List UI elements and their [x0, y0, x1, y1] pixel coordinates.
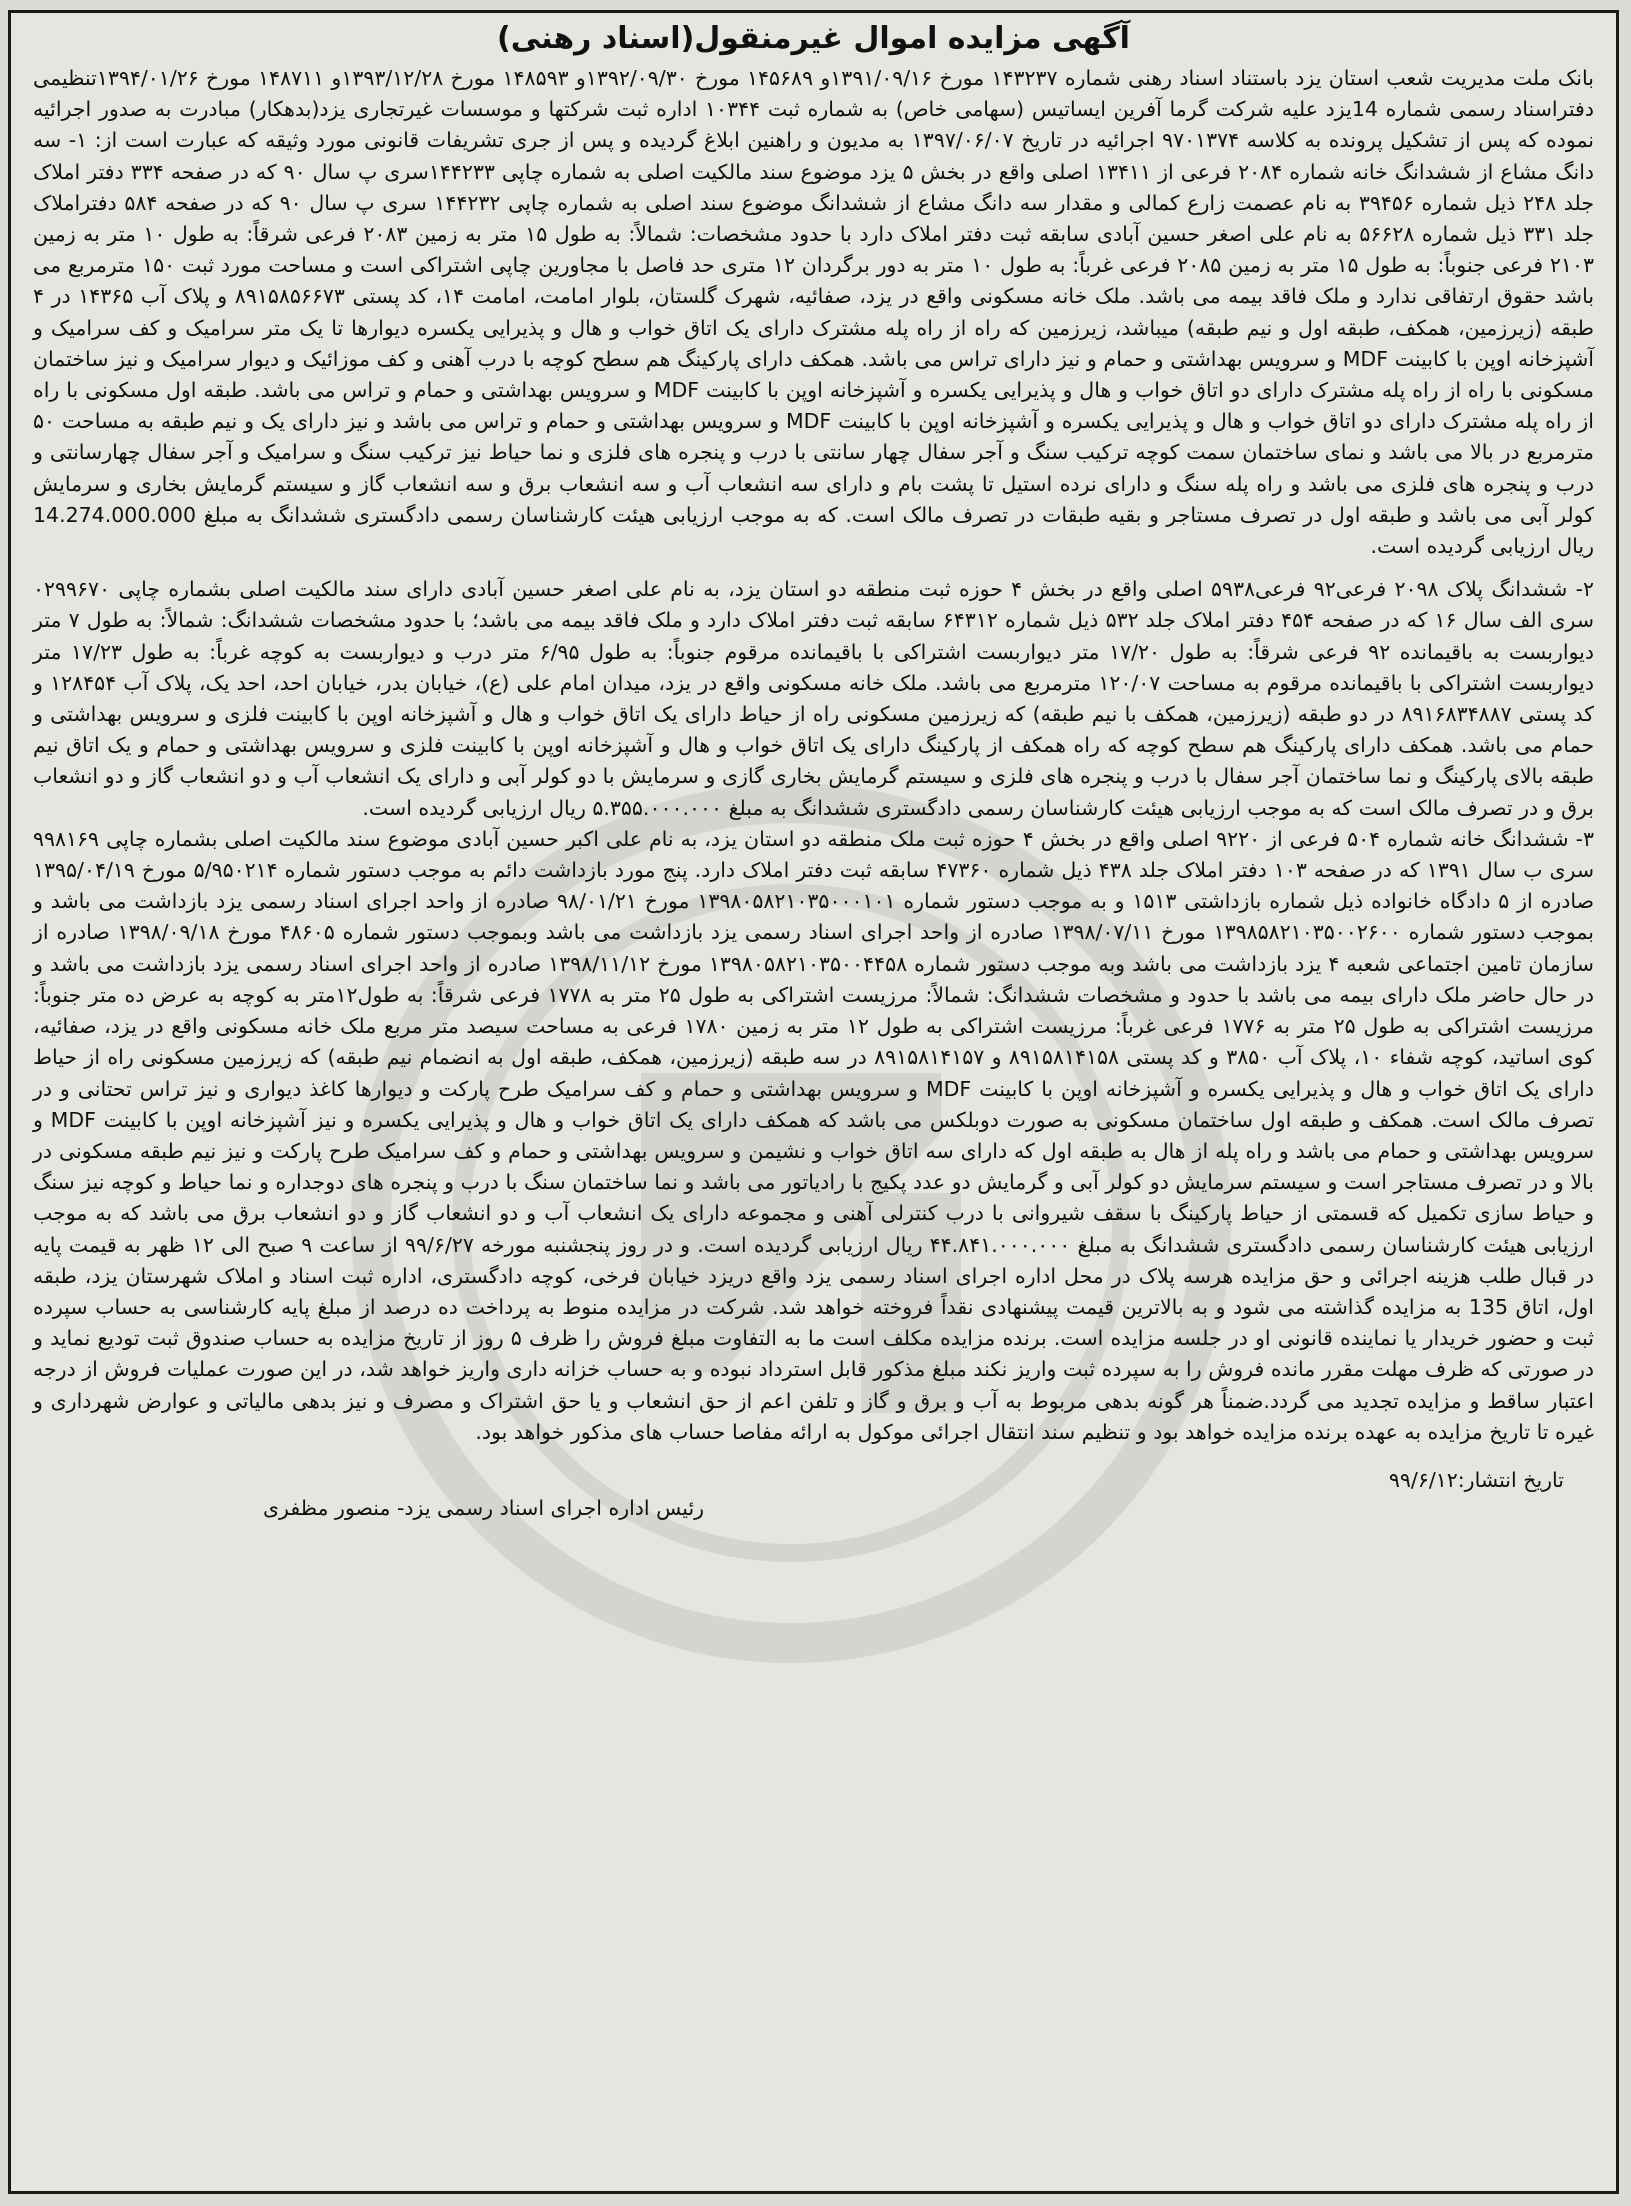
ad-title: آگهی مزایده اموال غیرمنقول(اسناد رهنی) [497, 21, 1130, 56]
publish-date: تاریخ انتشار:۹۹/۶/۱۲ [1388, 1467, 1564, 1492]
signature: رئیس اداره اجرای اسناد رسمی یزد- منصور مظفری [263, 1495, 705, 1520]
paragraph-property-2: ۲- ششدانگ پلاک ۲۰۹۸ فرعی۹۲ فرعی۵۹۳۸ اصلی واقع در بخش ۴ حوزه ثبت منطقه دو استان یزد، به نام علی اصغر حسین آبادی دارای سند مالکیت اصلی بشماره چاپی ۰۲۹۹۶۷۰ سری الف سال ۱۶ که در صفحه ۴۵۴ دفتر املاک جلد ۵۳۲ ذیل شماره ۶۴۳۱۲ سابقه ثبت دفتر املاک دارد و ملک فاقد بیمه می باشد؛ با حدود مشخصات ششدانگ: شمالاً: به طول ۷ متر دیواربست به باقیمانده ۹۲ فرعی شرقاً: به طول ۱۷/۲۰ متر دیواربست اشتراکی با باقیمانده مرقوم جنوباً: به طول ۶/۹۵ متر درب و دیواربست به کوچه غرباً: به طول ۱۷/۲۳ متر دیواربست اشتراکی با باقیمانده مرقوم به مساحت ۱۲۰/۰۷ مترمربع می باشد. ملک خانه مسکونی واقع در یزد، میدان امام علی (ع)، خیابان بدر، خیابان احد، احد یک، پلاک آب ۱۲۸۴۵۴ و کد پستی ۸۹۱۶۸۳۴۸۸۷ در دو طبقه (زیرزمین، همکف با نیم طبقه) که زیرزمین مسکونی راه از حیاط دارای یک اتاق خواب و هال و آشپزخانه اوپن با کابینت فلزی و سرویس بهداشتی و حمام می باشد. همکف دارای پارکینگ هم سطح کوچه که راه همکف از پارکینگ دارای یک اتاق خواب و هال و آشپزخانه اوپن با کابینت فلزی و سرویس بهداشتی و حمام و یک اتاق نیم طبقه بالای پارکینگ و نما ساختمان آجر سفال با درب و پنجره های فلزی و سیستم گرمایش بخاری گازی و سرمایش با دو کولر آبی و دارای یک انشعاب آب و دو انشعاب گاز و دو انشعاب برق و در تصرف مالک است که به موجب ارزیابی هیئت کارشناسان رسمی دادگستری ششدانگ به مبلغ ۵.۳۵۵.۰۰۰.۰۰۰ ریال ارزیابی گردیده است. [33, 577, 1595, 820]
ad-content [11, 13, 1616, 1524]
ad-footer [33, 1452, 1594, 1524]
paragraph-property-3-and-terms: ۳- ششدانگ خانه شماره ۵۰۴ فرعی از ۹۲۲۰ اصلی واقع در بخش ۴ حوزه ثبت ملک منطقه دو استان یزد، به نام علی اکبر حسین آبادی موضوع سند مالکیت اصلی بشماره چاپی ۹۹۸۱۶۹ سری ب سال ۱۳۹۱ که در صفحه ۱۰۳ دفتر املاک جلد ۴۳۸ ذیل شماره ۴۷۳۶۰ سابقه ثبت دفتر املاک دارد. پنج مورد بازداشت دائم به موجب دستور شماره ۵/۹۵۰۲۱۴ مورخ ۱۳۹۵/۰۴/۱۹ صادره از ۵ دادگاه خانواده ذیل شماره بازداشتی ۱۵۱۳ و به موجب دستور شماره ۱۳۹۸۰۵۸۲۱۰۳۵۰۰۰۱۰۱ مورخ ۹۸/۰۱/۲۱ صادره از واحد اجرای اسناد رسمی یزد بازداشت می باشد و بموجب دستور شماره ۱۳۹۸۵۸۲۱۰۳۵۰۰۲۶۰۰ مورخ ۱۳۹۸/۰۷/۱۱ صادره از واحد اجرای اسناد رسمی یزد بازداشت می باشد وبموجب دستور شماره ۴۸۶۰۵ مورخ ۱۳۹۸/۰۹/۱۸ صادره از سازمان تامین اجتماعی شعبه ۴ یزد بازداشت می باشد وبه موجب دستور شماره ۱۳۹۸۰۵۸۲۱۰۳۵۰۰۴۴۵۸ مورخ ۱۳۹۸/۱۱/۱۲ صادره از واحد اجرای اسناد رسمی یزد بازداشت می باشد و در حال حاضر ملک دارای بیمه می باشد با حدود و مشخصات ششدانگ: شمالاً: مرزیست اشتراکی به طول ۲۵ متر به ۱۷۷۸ فرعی شرقاً: به طول۱۲متر به کوچه به عرض ده متر جنوباً: مرزیست اشتراکی به طول ۲۵ متر به ۱۷۷۶ فرعی غرباً: مرزیست اشتراکی به طول ۱۲ متر به زمین ۱۷۸۰ فرعی به مساحت سیصد متر مربع ملک خانه مسکونی واقع در یزد، صفائیه، کوی اساتید، کوچه شفاء ۱۰، پلاک آب ۳۸۵۰ و کد پستی ۸۹۱۵۸۱۴۱۵۸ و ۸۹۱۵۸۱۴۱۵۷ در سه طبقه (زیرزمین، همکف، طبقه اول به انضمام نیم طبقه) که زیرزمین مسکونی راه از حیاط دارای یک اتاق خواب و هال و پذیرایی یکسره و آشپزخانه اوپن با کابینت MDF و سرویس بهداشتی و حمام و کف سرامیک طرح پارکت و دیوارها کاغذ دیواری و نیز تراس تحتانی و در تصرف مالک است. همکف و طبقه اول ساختمان مسکونی به صورت دوبلکس می باشد که همکف دارای یک اتاق خواب و هال و پذیرایی یکسره و نیز آشپزخانه اوپن با کابینت MDF و سرویس بهداشتی و حمام می باشد و راه پله از هال به طبقه اول که دارای سه اتاق خواب و نشیمن و سرویس بهداشتی و حمام و کف سرامیک طرح پارکت و نیز نیم طبقه مسکونی در بالا و در تصرف مستاجر است و سیستم سرمایش دو کولر آبی و گرمایش دو عدد پکیج با رادیاتور می باشد و نما ساختمان سنگ با درب و پنجره های دوجداره و نما حیاط و کوچه نیز سنگ و حیاط سازی تکمیل که قسمتی از حیاط پارکینگ با سقف شیروانی با درب کنترلی آهنی و مجموعه دارای یک انشعاب آب و دو انشعاب گاز و دو انشعاب برق می باشد که به موجب ارزیابی هیئت کارشناسان رسمی دادگستری ششدانگ به مبلغ ۴۴.۸۴۱.۰۰۰.۰۰۰ ریال ارزیابی گردیده است. و در روز پنجشنبه مورخه ۹۹/۶/۲۷ از ساعت ۹ صبح الی ۱۲ ظهر به قیمت پایه در قبال طلب هزینه اجرائی و حق مزایده هرسه پلاک در محل اداره اجرای اسناد رسمی یزد واقع دریزد خیابان فرخی، کوچه دادگستری، اداره ثبت اسناد و املاک شهرستان یزد، طبقه اول، اتاق 135 به مزایده گذاشته می شود و به بالاترین قیمت پیشنهادی نقداً فروخته خواهد شد. شرکت در مزایده منوط به پرداخت ده درصد از مبلغ پایه کارشناسی به حساب سپرده ثبت و حضور خریدار یا نماینده قانونی او در جلسه مزایده است. برنده مزایده مکلف است ما به التفاوت مبلغ فروش را ظرف ۵ روز از تاریخ مزایده به حساب صندوق ثبت تودیع نماید و در صورتی که ظرف مهلت مقرر مانده فروش را به سپرده ثبت واریز نکند مبلغ مذکور قابل استرداد نبوده و به حساب خزانه داری واریز خواهد شد، در این صورت عملیات فروش از درجه اعتبار ساقط و مزایده تجدید می گردد.ضمناً هر گونه بدهی مربوط به آب و برق و گاز و تلفن اعم از حق انشعاب و یا حق اشتراک و مصرف و نیز بدهی مالیاتی و عوارض شهرداری و غیره تا تاریخ مزایده به عهده برنده مزایده خواهد بود و تنظیم سند انتقال اجرائی موکول به ارائه مفاصا حساب های مذکور خواهد بود. [33, 826, 1595, 1444]
paragraph-property-1: بانک ملت مدیریت شعب استان یزد باستناد اسناد رهنی شماره ۱۴۳۲۳۷ مورخ ۱۳۹۱/۰۹/۱۶و ۱۴۵۶۸۹ مورخ ۱۳۹۲/۰۹/۳۰و ۱۴۸۵۹۳ مورخ ۱۳۹۳/۱۲/۲۸و ۱۴۸۷۱۱ مورخ ۱۳۹۴/۰۱/۲۶تنظیمی دفتراسناد رسمی شماره 14یزد علیه شرکت گرما آفرین ایساتیس (سهامی خاص) به شماره ثبت ۱۰۳۴۴ اداره ثبت شرکتها و موسسات غیرتجاری یزد(بدهکار) مبادرت به صدور اجرائیه نموده که پس از تشکیل پرونده به کلاسه ۹۷۰۱۳۷۴ اجرائیه در تاریخ ۱۳۹۷/۰۶/۰۷ به مدیون و راهنین ابلاغ گردیده و پس از جری تشریفات قانونی مورد وثیقه که عبارت است از: ۱- سه دانگ مشاع از ششدانگ خانه شماره ۲۰۸۴ فرعی از ۱۳۴۱۱ اصلی واقع در بخش ۵ یزد موضوع سند مالکیت اصلی به شماره چاپی ۱۴۴۲۳۳سری پ سال ۹۰ که در صفحه ۳۳۴ دفتر املاک جلد ۲۴۸ ذیل شماره ۳۹۴۵۶ به نام عصمت زارع کمالی و مقدار سه دانگ مشاع از ششدانگ موضوع سند اصلی به شماره چاپی ۱۴۴۲۳۲ سری پ سال ۹۰ که در صفحه ۵۸۴ دفتراملاک جلد ۳۳۱ ذیل شماره ۵۶۶۲۸ به نام علی اصغر حسین آبادی سابقه ثبت دفتر املاک دارد با حدود مشخصات: شمالاً: به طول ۱۵ متر به زمین ۲۰۸۳ فرعی شرقاً: به طول ۱۰ متر به زمین ۲۱۰۳ فرعی جنوباً: به طول ۱۵ متر به زمین ۲۰۸۵ فرعی غرباً: به طول ۱۰ متر به دور برگردان ۱۲ متری حد فاصل با مجاورین چاپی اشتراکی است و مساحت مورد ثبت ۱۵۰ مترمربع می باشد حقوق ارتفاقی ندارد و ملک فاقد بیمه می باشد. ملک خانه مسکونی واقع در یزد، صفائیه، شهرک گلستان، بلوار امامت، امامت ۱۴، کد پستی ۸۹۱۵۸۵۶۶۷۳ و پلاک آب ۱۴۳۶۵ در ۴ طبقه (زیرزمین، همکف، طبقه اول و نیم طبقه) میباشد، زیرزمین که راه از راه پله مشترک دارای یک اتاق خواب و هال و پذیرایی یکسره دیوارها تا یک متر سرامیک و کف سرامیک و آشپزخانه اوپن با کابینت MDF و سرویس بهداشتی و حمام و نیز دارای تراس می باشد. همکف دارای پارکینگ هم سطح کوچه با درب آهنی و کف موزائیک و دیوار سرامیک و نیز ساختمان مسکونی با راه از راه پله مشترک دارای دو اتاق خواب و هال و پذیرایی یکسره و آشپزخانه اوپن با کابینت MDF و سرویس بهداشتی و حمام و تراس می باشد. طبقه اول مسکونی با راه از راه پله مشترک دارای دو اتاق خواب و هال و پذیرایی یکسره و آشپزخانه اوپن با کابینت MDF و سرویس بهداشتی و حمام و تراس می باشد و نیز دارای یک و نیم طبقه به مساحت ۵۰ مترمربع در بالا می باشد و نمای ساختمان سمت کوچه ترکیب سنگ و آجر سفال چهار سانتی با درب و پنجره های فلزی و نما حیاط نیز ترکیب سنگ و سرامیک و آجر سفال چهارسانتی و درب و پنجره های فلزی می باشد و راه پله سنگ و دارای نرده استیل تا پشت بام و دارای سه انشعاب آب و سه انشعاب برق و سه انشعاب گاز و سیستم گرمایش بخاری و سرمایش کولر آبی می باشد و طبقه اول در تصرف مستاجر و بقیه طبقات در تصرف مالک است. که به موجب ارزیابی هیئت کارشناسان رسمی دادگستری ششدانگ به مبلغ 14.274.000.000 ریال ارزیابی گردیده است. [33, 66, 1595, 559]
ad-frame [8, 10, 1619, 2194]
